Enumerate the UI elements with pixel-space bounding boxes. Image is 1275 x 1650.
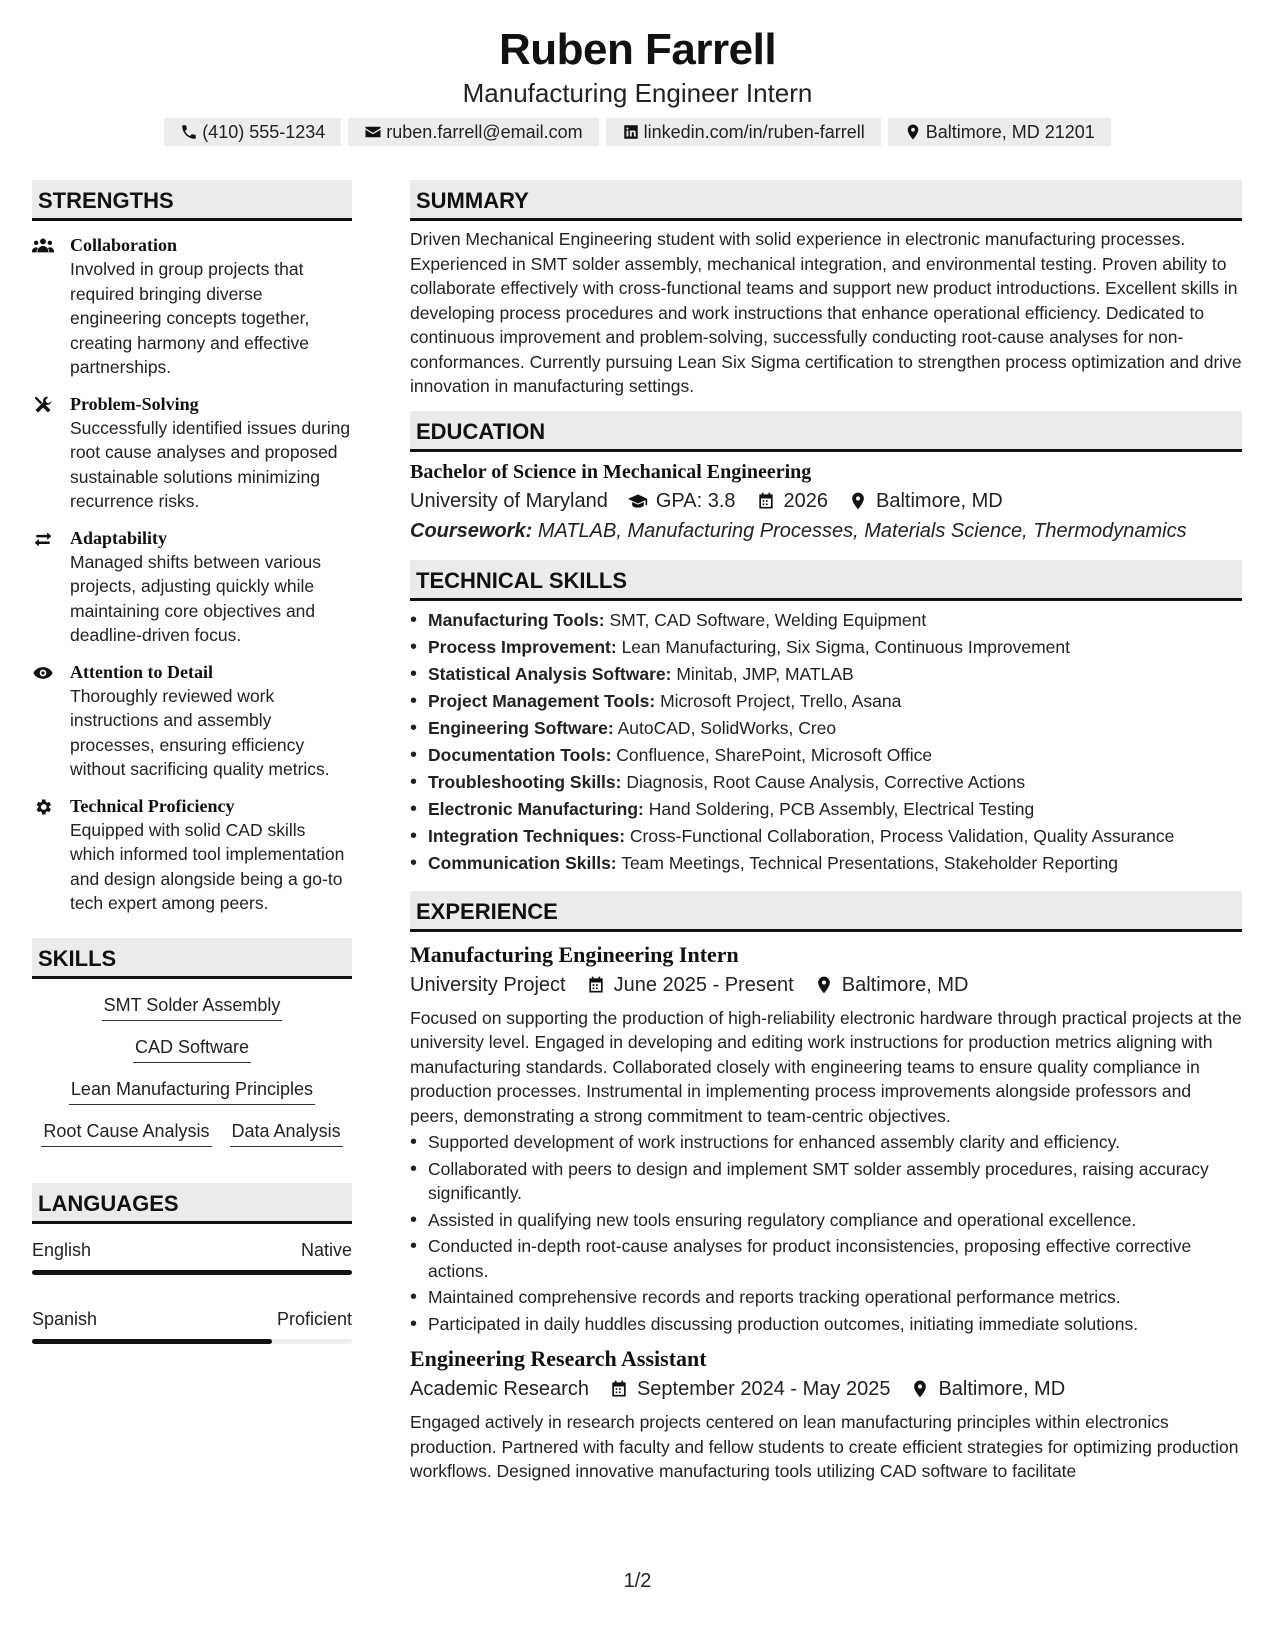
language-proficiency-bar bbox=[32, 1339, 352, 1344]
languages-heading: LANGUAGES bbox=[32, 1183, 352, 1224]
language-name: English bbox=[32, 1239, 92, 1260]
skills-list bbox=[32, 993, 352, 1147]
graduation-cap-icon bbox=[628, 491, 648, 511]
candidate-name: Ruben Farrell bbox=[498, 25, 777, 74]
strength-item bbox=[32, 392, 352, 514]
strength-item bbox=[32, 526, 352, 648]
list-item: • Collaborated with peers to design and implement SMT solder assembly procedures, raising accuracy significantly. bbox=[410, 1157, 1242, 1206]
job-dates: September 2024 - May 2025 bbox=[636, 1378, 891, 1400]
job-description: Engaged actively in research projects centered on lean manufacturing principles within electronics production. Partnered with faculty and fellow students to create efficient strategies for optimizing production workflows. Designed innovative manufacturing tools utilizing CAD software to facilitate bbox=[410, 1412, 1239, 1481]
list-item: • Engineering Software: AutoCAD, SolidWorks, Creo bbox=[410, 715, 1242, 742]
education-year: 2026 bbox=[783, 489, 829, 512]
language-proficiency-fill bbox=[32, 1270, 352, 1275]
map-pin-icon bbox=[910, 1379, 930, 1399]
languages-list bbox=[32, 1238, 352, 1344]
job-title: Engineering Research Assistant bbox=[410, 1346, 707, 1371]
linkedin-text: linkedin.com/in/ruben-farrell bbox=[643, 122, 865, 142]
experience-heading: EXPERIENCE bbox=[410, 891, 1242, 932]
education-school: University of Maryland bbox=[410, 489, 608, 512]
strength-title: Adaptability bbox=[70, 527, 168, 548]
list-item: • Process Improvement: Lean Manufacturing, Six Sigma, Continuous Improvement bbox=[410, 634, 1242, 661]
list-item: • Participated in daily huddles discussing production outcomes, initiating immediate solutions. bbox=[410, 1312, 1242, 1337]
contact-phone[interactable] bbox=[164, 118, 341, 146]
list-item: • Troubleshooting Skills: Diagnosis, Root Cause Analysis, Corrective Actions bbox=[410, 769, 1242, 796]
email-text: ruben.farrell@email.com bbox=[386, 122, 583, 142]
job-org: Academic Research bbox=[410, 1378, 589, 1400]
coursework-text: MATLAB, Manufacturing Processes, Materials Science, Thermodynamics bbox=[537, 519, 1187, 542]
job-meta bbox=[410, 970, 1242, 1000]
job-location: Baltimore, MD bbox=[938, 1378, 1066, 1400]
strength-desc: Equipped with solid CAD skills which informed tool implementation and design alongside being a go-to tech expert among peers. bbox=[70, 819, 345, 913]
right-column bbox=[410, 180, 1242, 1484]
coursework-label: Coursework: bbox=[410, 519, 533, 542]
list-item: • Documentation Tools: Confluence, SharePoint, Microsoft Office bbox=[410, 742, 1242, 769]
users-icon bbox=[32, 236, 54, 256]
strength-item bbox=[32, 660, 352, 782]
language-proficiency-bar bbox=[32, 1270, 352, 1275]
education-coursework bbox=[410, 516, 1242, 546]
education-heading: EDUCATION bbox=[410, 411, 1242, 452]
list-item: • Statistical Analysis Software: Minitab, JMP, MATLAB bbox=[410, 661, 1242, 688]
skill-tag: Root Cause Analysis bbox=[41, 1119, 211, 1147]
exchange-icon bbox=[32, 529, 54, 549]
language-item bbox=[32, 1238, 352, 1262]
education-meta bbox=[410, 486, 1242, 516]
job-title: Manufacturing Engineering Intern bbox=[410, 941, 739, 967]
linkedin-icon bbox=[622, 123, 640, 141]
strength-title: Collaboration bbox=[70, 235, 178, 255]
summary-heading: SUMMARY bbox=[410, 180, 1242, 221]
map-pin-icon bbox=[904, 123, 922, 141]
job-org: University Project bbox=[410, 973, 566, 996]
calendar-icon bbox=[756, 491, 776, 511]
strength-title: Attention to Detail bbox=[70, 661, 213, 682]
list-item: • Electronic Manufacturing: Hand Soldering, PCB Assembly, Electrical Testing bbox=[410, 796, 1242, 823]
phone-text: (410) 555-1234 bbox=[202, 122, 326, 142]
job-meta bbox=[410, 1374, 1242, 1404]
summary-text: Driven Mechanical Engineering student with solid experience in electronic manufacturing processes. Experienced in SMT solder assembly, mechanical integration, and environmental testing. Proven ability to collaborate effectively with cross-functional teams and support new product introductions. Excellent skills in developing process procedures and work instructions that enhance operational efficiency. Dedicated to continuous improvement and problem-solving, successfully conducting root-cause analyses for non-conformances. Currently pursuing Lean Six Sigma certification to strengthen process optimization and drive innovation in manufacturing settings. bbox=[410, 229, 1242, 396]
list-item: • Supported development of work instructions for enhanced assembly clarity and efficiency. bbox=[410, 1130, 1242, 1155]
page-number: 1/2 bbox=[623, 1570, 652, 1592]
strength-item bbox=[32, 233, 352, 380]
job-location: Baltimore, MD bbox=[841, 973, 969, 996]
skill-tag: Lean Manufacturing Principles bbox=[69, 1077, 315, 1105]
candidate-title: Manufacturing Engineer Intern bbox=[462, 78, 813, 108]
technical-skills-heading: TECHNICAL SKILLS bbox=[410, 560, 1242, 601]
eye-icon bbox=[32, 663, 54, 683]
strength-desc: Managed shifts between various projects, adjusting quickly while maintaining core objectives and deadline-driven focus. bbox=[70, 551, 321, 645]
strength-desc: Thoroughly reviewed work instructions and assembly processes, ensuring efficiency without sacrificing quality metrics. bbox=[70, 685, 330, 779]
technical-skills-list bbox=[410, 607, 1242, 877]
language-level: Native bbox=[300, 1239, 352, 1260]
contact-location bbox=[888, 118, 1111, 146]
skill-tag: Data Analysis bbox=[230, 1119, 343, 1147]
strength-item bbox=[32, 794, 352, 916]
list-item: • Conducted in-depth root-cause analyses for product inconsistencies, proposing effective corrective actions. bbox=[410, 1234, 1242, 1283]
skills-heading: SKILLS bbox=[32, 938, 352, 979]
language-level: Proficient bbox=[276, 1308, 352, 1329]
education-gpa: GPA: 3.8 bbox=[655, 489, 736, 512]
list-item: • Manufacturing Tools: SMT, CAD Software, Welding Equipment bbox=[410, 607, 1242, 634]
education-degree: Bachelor of Science in Mechanical Engineering bbox=[410, 460, 812, 483]
envelope-icon bbox=[364, 123, 382, 141]
contact-bar bbox=[0, 118, 1275, 146]
job-description: Focused on supporting the production of high-reliability electronic hardware through practical projects at the university level. Engaged in developing and editing work instructions for production metrics aligning with manufacturing standards. Collaborated closely with engineering teams to ensure quality compliance in production processes. Instrumental in implementing process improvements alongside professors and peers, demonstrating a strong commitment to team-centric objectives. bbox=[410, 1007, 1242, 1126]
contact-linkedin[interactable] bbox=[606, 118, 881, 146]
education-location: Baltimore, MD bbox=[876, 489, 1003, 512]
language-item bbox=[32, 1307, 352, 1331]
job-bullets bbox=[410, 1130, 1242, 1336]
skill-tag: CAD Software bbox=[133, 1035, 251, 1063]
strengths-heading: STRENGTHS bbox=[32, 180, 352, 221]
phone-icon bbox=[180, 123, 198, 141]
map-pin-icon bbox=[814, 975, 834, 995]
job-dates: June 2025 - Present bbox=[613, 973, 794, 996]
language-name: Spanish bbox=[32, 1308, 98, 1329]
gear-icon bbox=[32, 797, 54, 817]
left-column bbox=[32, 180, 352, 1376]
list-item: • Integration Techniques: Cross-Functional Collaboration, Process Validation, Quality Assurance bbox=[410, 823, 1242, 850]
skill-tag: SMT Solder Assembly bbox=[102, 993, 283, 1021]
language-proficiency-fill bbox=[32, 1339, 272, 1344]
job-entry bbox=[410, 940, 1242, 1337]
job-entry bbox=[410, 1344, 1242, 1484]
map-pin-icon bbox=[848, 491, 868, 511]
list-item: • Communication Skills: Team Meetings, Technical Presentations, Stakeholder Reporting bbox=[410, 850, 1242, 877]
strength-desc: Involved in group projects that required bringing diverse engineering concepts together, creating harmony and effective partnerships. bbox=[70, 259, 310, 377]
strength-title: Technical Proficiency bbox=[70, 795, 235, 816]
strength-title: Problem-Solving bbox=[70, 393, 199, 414]
location-text: Baltimore, MD 21201 bbox=[925, 122, 1095, 142]
calendar-icon bbox=[586, 975, 606, 995]
list-item: • Project Management Tools: Microsoft Project, Trello, Asana bbox=[410, 688, 1242, 715]
list-item: • Assisted in qualifying new tools ensuring regulatory compliance and operational excellence. bbox=[410, 1208, 1242, 1233]
contact-email[interactable] bbox=[348, 118, 598, 146]
list-item: • Maintained comprehensive records and reports tracking operational performance metrics. bbox=[410, 1285, 1242, 1310]
tools-icon bbox=[32, 395, 54, 415]
calendar-icon bbox=[609, 1379, 629, 1399]
strength-desc: Successfully identified issues during root cause analyses and proposed sustainable solutions minimizing recurrence risks. bbox=[70, 417, 351, 511]
resume-header bbox=[0, 24, 1275, 146]
